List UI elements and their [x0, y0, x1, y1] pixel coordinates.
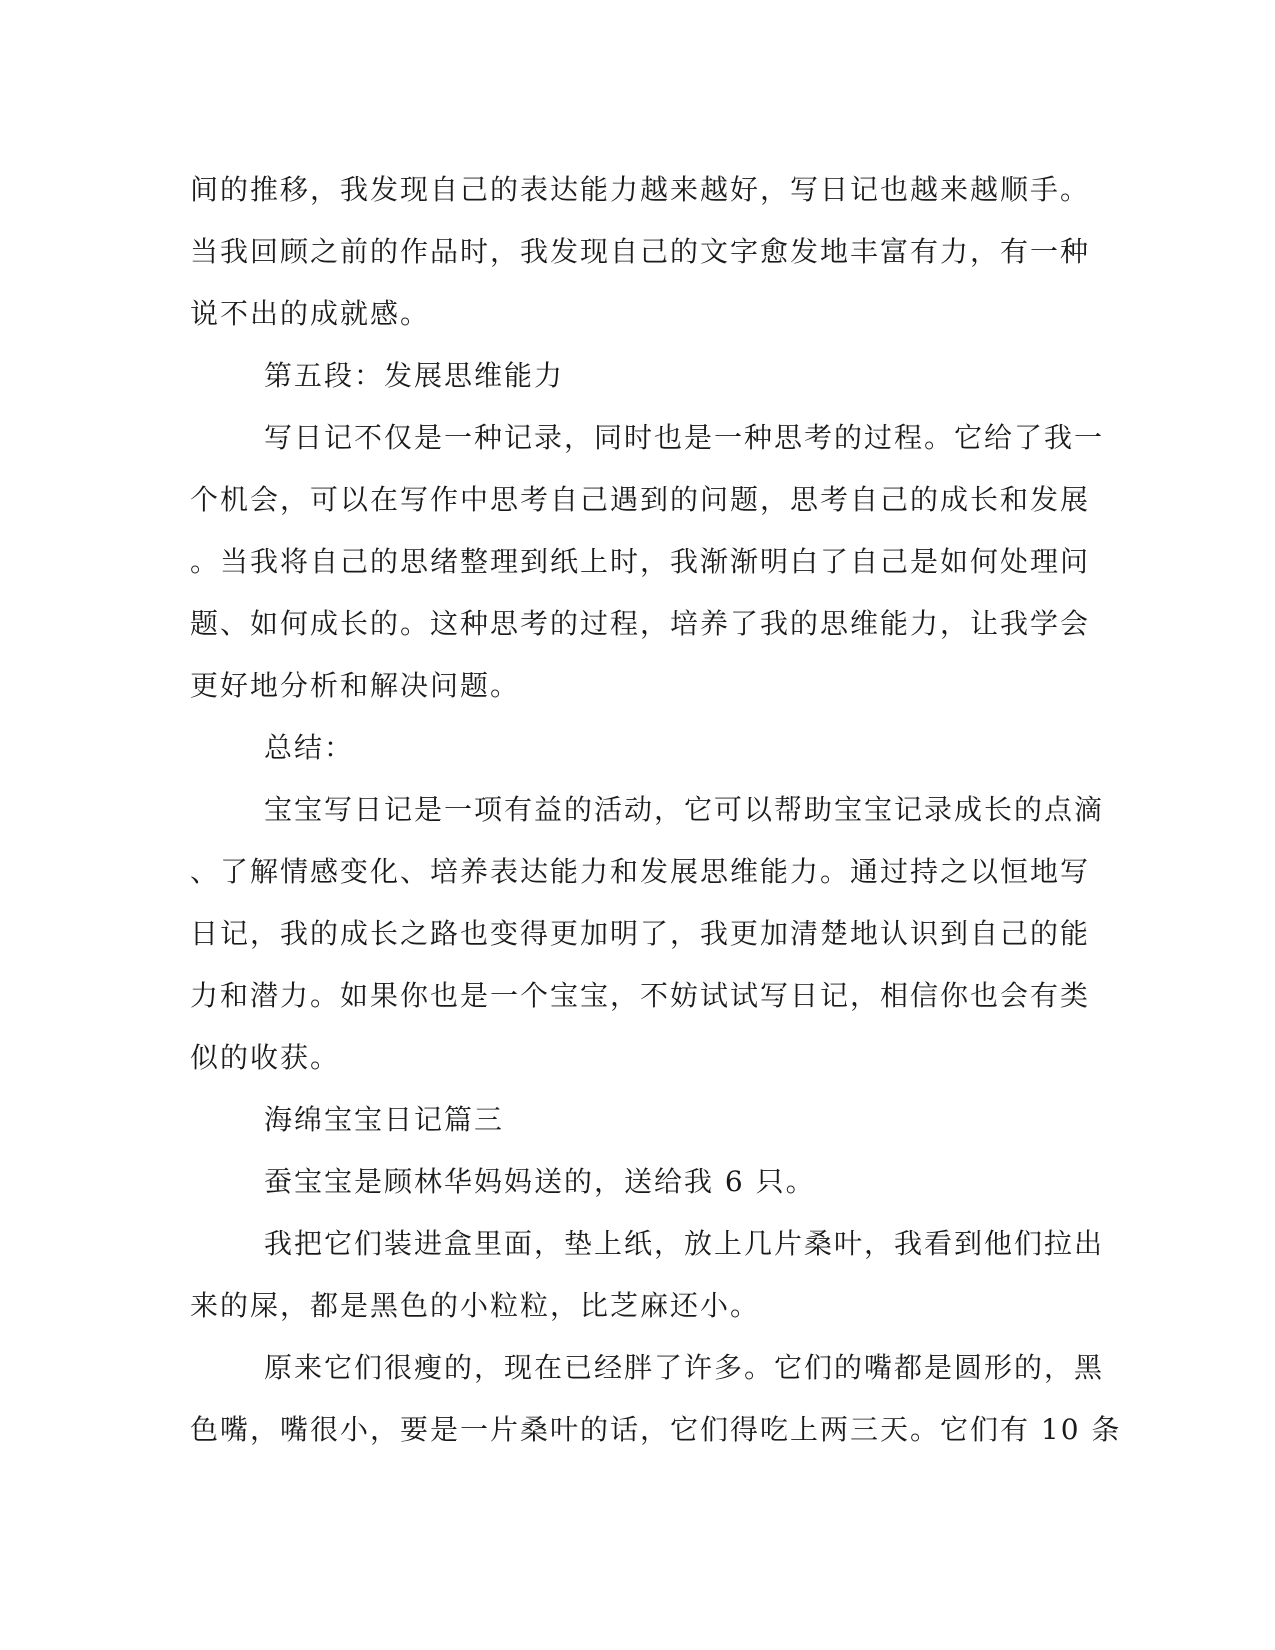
text-line: 更好地分析和解决问题。	[190, 669, 521, 702]
document-body	[190, 159, 1122, 1461]
text-line: 题、如何成长的。这种思考的过程，培养了我的思维能力，让我学会	[190, 607, 1091, 640]
text-line: 色嘴，嘴很小，要是一片桑叶的话，它们得吃上两三天。它们有 10 条	[190, 1413, 1122, 1446]
text-line: 力和潜力。如果你也是一个宝宝，不妨试试写日记，相信你也会有类	[190, 979, 1091, 1012]
text-line: 似的收获。	[190, 1041, 341, 1074]
text-line: 当我回顾之前的作品时，我发现自己的文字愈发地丰富有力，有一种	[190, 235, 1091, 268]
section-heading: 总结：	[264, 731, 355, 764]
text-line: 日记，我的成长之路也变得更加明了，我更加清楚地认识到自己的能	[190, 917, 1091, 950]
text-line: 、了解情感变化、培养表达能力和发展思维能力。通过持之以恒地写	[190, 855, 1091, 888]
text-line: 来的屎，都是黑色的小粒粒，比芝麻还小。	[190, 1289, 761, 1322]
text-line: 。当我将自己的思绪整理到纸上时，我渐渐明白了自己是如何处理问	[190, 545, 1091, 578]
text-line: 宝宝写日记是一项有益的活动，它可以帮助宝宝记录成长的点滴	[264, 793, 1105, 826]
text-line: 我把它们装进盒里面，垫上纸，放上几片桑叶，我看到他们拉出	[264, 1227, 1105, 1260]
section-heading: 第五段：发展思维能力	[264, 359, 565, 392]
text-line: 蚕宝宝是顾林华妈妈送的，送给我 6 只。	[264, 1165, 816, 1198]
section-heading: 海绵宝宝日记篇三	[264, 1103, 505, 1136]
text-line: 间的推移，我发现自己的表达能力越来越好，写日记也越来越顺手。	[190, 173, 1091, 206]
text-line: 个机会，可以在写作中思考自己遇到的问题，思考自己的成长和发展	[190, 483, 1091, 516]
text-line: 原来它们很瘦的，现在已经胖了许多。它们的嘴都是圆形的，黑	[264, 1351, 1105, 1384]
text-line: 说不出的成就感。	[190, 297, 431, 330]
text-line: 写日记不仅是一种记录，同时也是一种思考的过程。它给了我一	[264, 421, 1105, 454]
